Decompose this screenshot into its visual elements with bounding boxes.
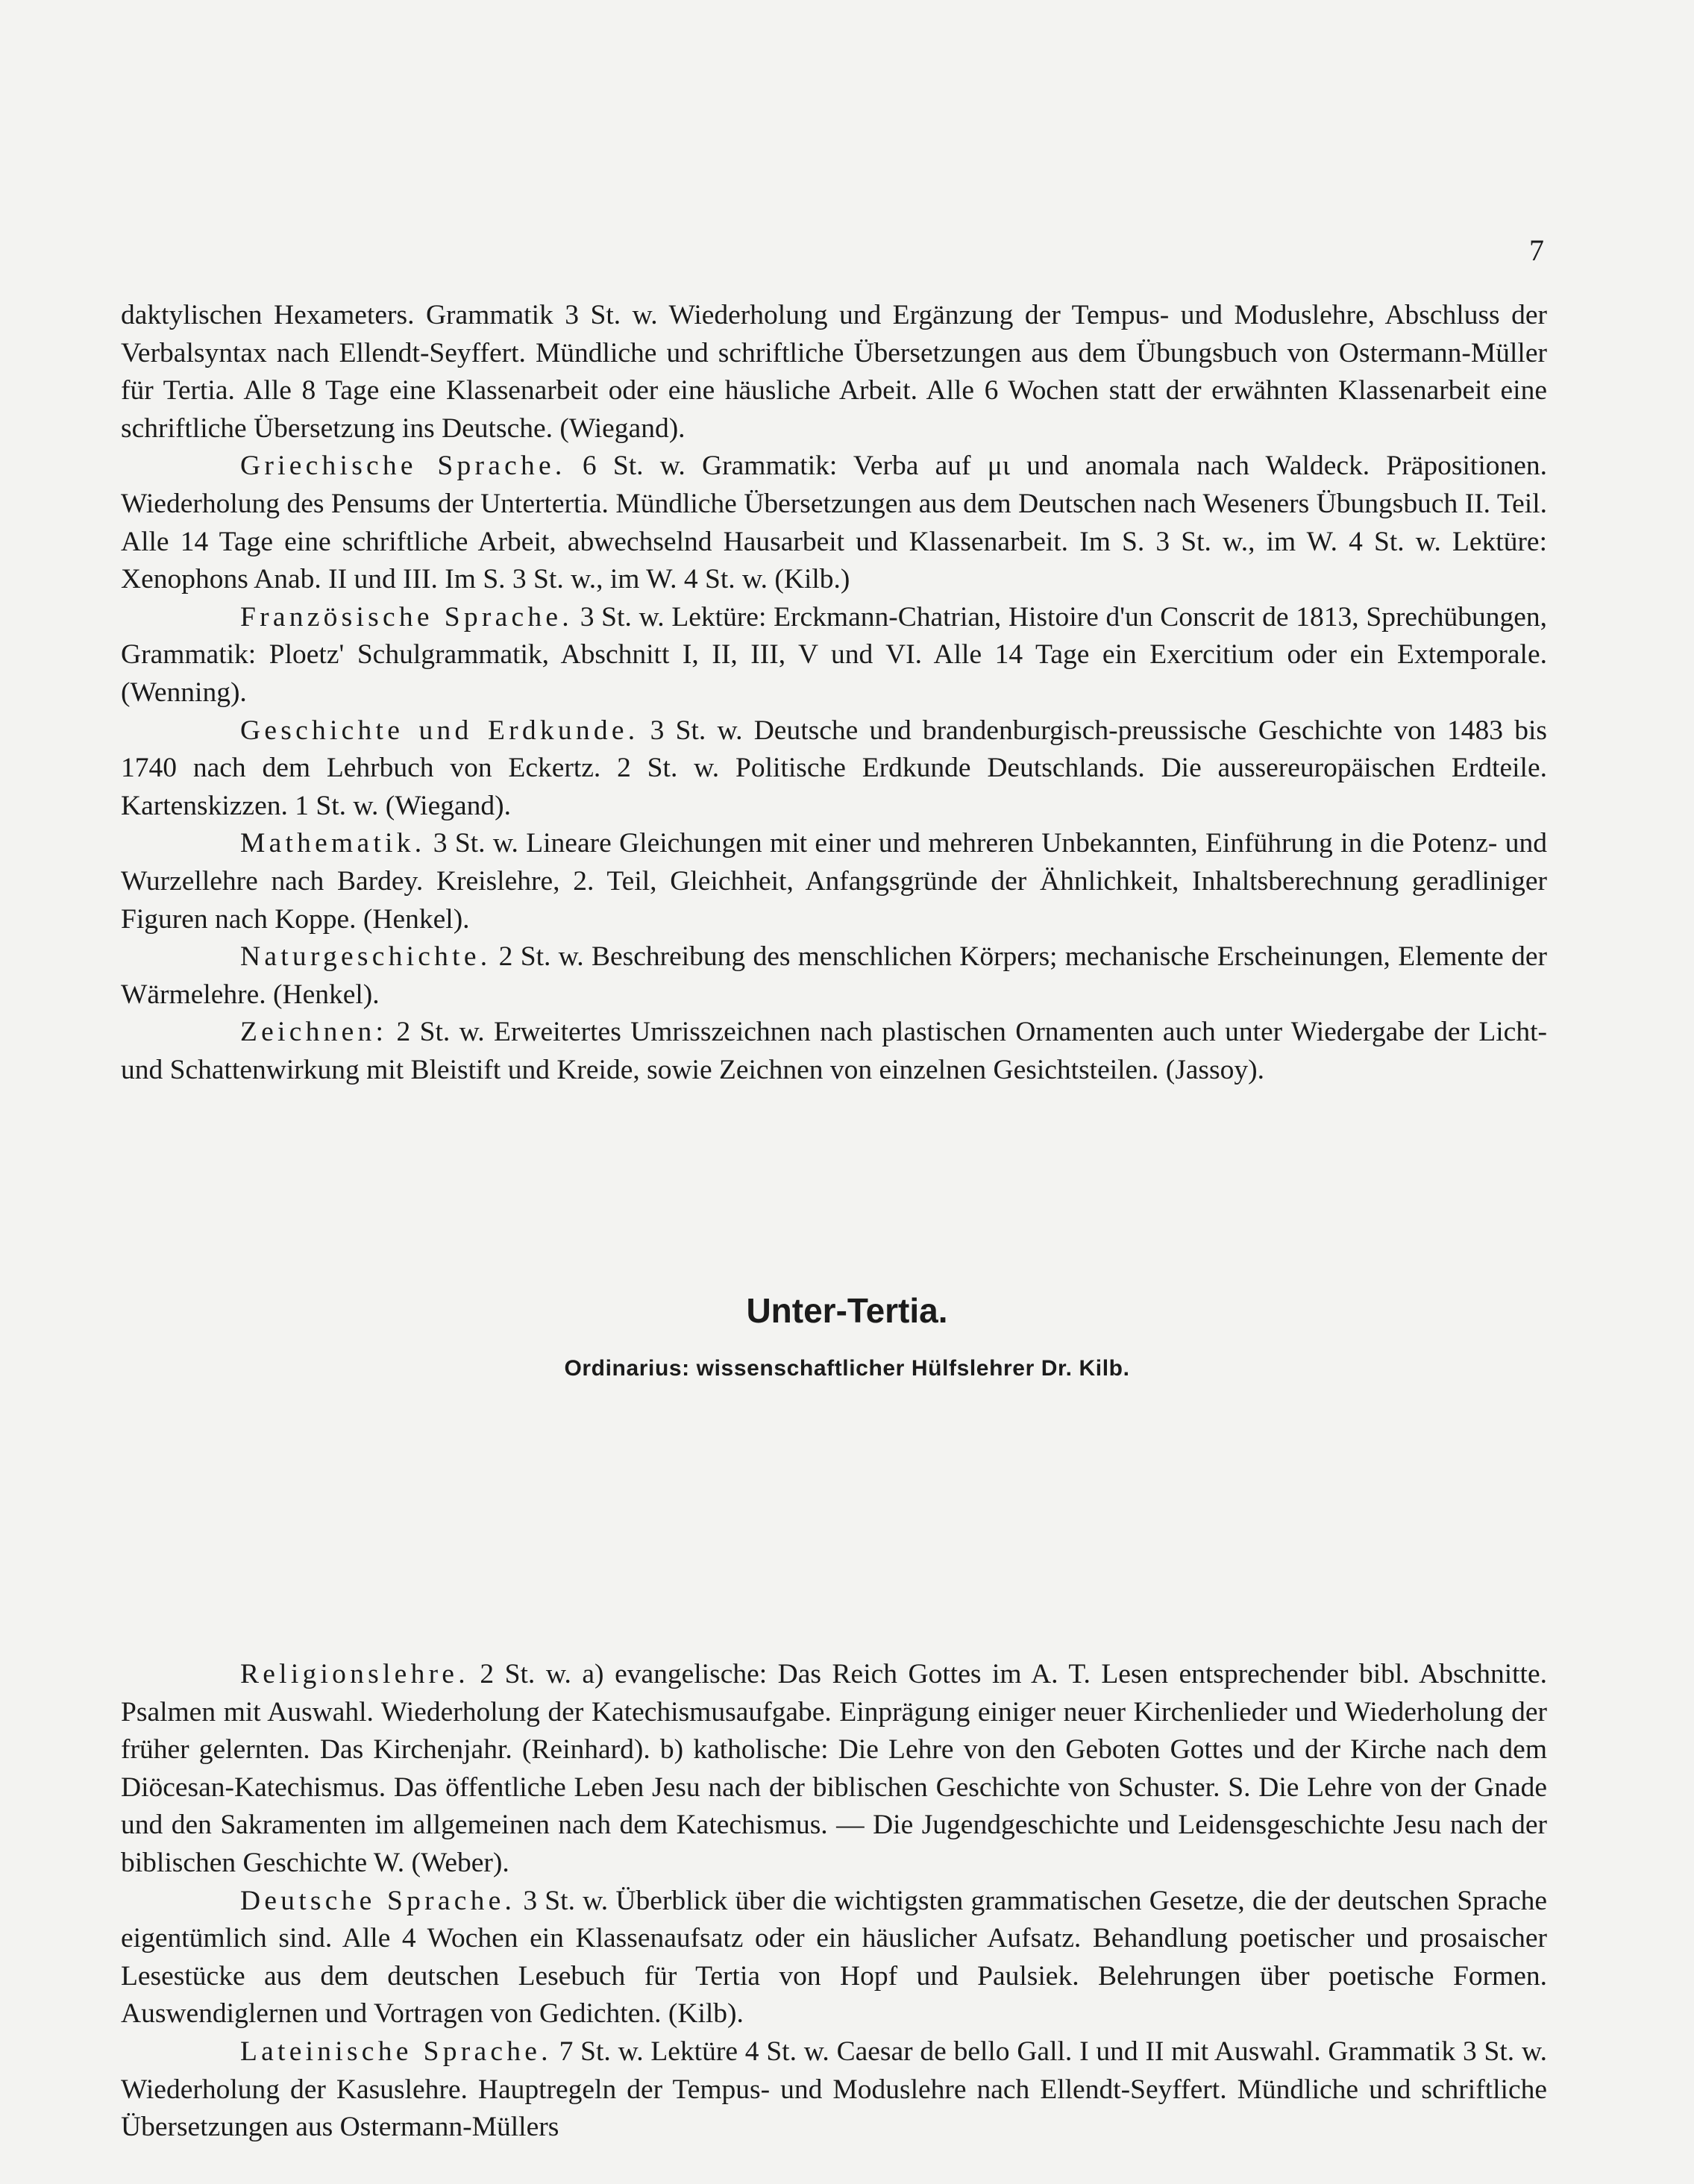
subject-title: Naturgeschichte.: [240, 941, 492, 973]
section-subheading: Ordinarius: wissenschaftlicher Hülfslehrer Dr. Kilb.: [564, 1356, 1130, 1381]
paragraph: [121, 1656, 1547, 1883]
paragraph-text: 3 St. w. Deutsche und brandenburgisch-preussische Geschichte von 1483 bis 1740 nach dem Lehrbuch von Eckertz. 2 St. w. Politische Erdkunde Deutschlands. Die aussereuropäischen Erdteile. Kartenskizzen. 1 St. w. (Wiegand).: [121, 715, 1547, 821]
paragraph: [121, 1883, 1547, 2033]
subject-title: Deutsche Sprache.: [240, 1885, 516, 1916]
paragraph-text: 7 St. w. Lektüre 4 St. w. Caesar de bello Gall. I und II mit Auswahl. Grammatik 3 St. w. Wiederholung der Kasuslehre. Hauptregeln der Tempus- und Moduslehre nach Ellendt-Seyffert. Mündliche und schriftliche Übersetzungen aus Ostermann-Müllers: [121, 2036, 1547, 2143]
subject-title: Mathematik.: [240, 828, 426, 859]
paragraph-text: 2 St. w. a) evangelische: Das Reich Gottes im A. T. Lesen entsprechender bibl. Abschnitte. Psalmen mit Auswahl. Wiederholung der Katechismusaufgabe. Einprägung einiger neuer Kirchenlieder und Wiederholung der früher gelernten. Das Kirchenjahr. (Reinhard). b) katholische: Die Lehre von den Geboten Gottes und der Kirche nach dem Diöcesan-Katechismus. Das öffentliche Leben Jesu nach der biblischen Geschichte von Schuster. S. Die Lehre von der Gnade und den Sakramenten im allgemeinen nach dem Katechismus. — Die Jugendgeschichte und Leidensgeschichte Jesu nach der biblischen Geschichte W. (Weber).: [121, 1659, 1547, 1878]
section-two-text: [121, 1656, 1547, 2147]
paragraph: [121, 2033, 1547, 2147]
section-one-text: [121, 297, 1547, 1089]
paragraph-text: 3 St. w. Lektüre: Erckmann-Chatrian, Histoire d'un Conscrit de 1813, Sprechübungen, Grammatik: Ploetz' Schulgrammatik, Abschnitt I, II, III, V und VI. Alle 14 Tage ein Exercitium oder ein Extemporale. (Wenning).: [121, 601, 1547, 708]
paragraph: [121, 825, 1547, 938]
paragraph-text: 2 St. w. Beschreibung des menschlichen Körpers; mechanische Erscheinungen, Elemente der Wärmelehre. (Henkel).: [121, 941, 1548, 1010]
paragraph-text: 2 St. w. Erweitertes Umrisszeichnen nach plastischen Ornamenten auch unter Wiedergabe der Licht- und Schattenwirkung mit Bleistift und Kreide, sowie Zeichnen von einzelnen Gesichtsteilen. (Jassoy).: [121, 1017, 1547, 1085]
subject-title: Griechische Sprache.: [240, 451, 566, 482]
subject-title: Religionslehre.: [240, 1659, 469, 1689]
subject-title: Französische Sprache.: [240, 601, 573, 633]
paragraph: [121, 297, 1547, 448]
subject-title: Geschichte und Erdkunde.: [240, 715, 639, 746]
page-number: 7: [1529, 233, 1544, 267]
paragraph-text: 3 St. w. Lineare Gleichungen mit einer und mehreren Unbekannten, Einführung in die Potenz- und Wurzellehre nach Bardey. Kreislehre, 2. Teil, Gleichheit, Anfangsgründe der Ähnlichkeit, Inhaltsberechnung geradliniger Figuren nach Koppe. (Henkel).: [121, 828, 1548, 935]
paragraph-text: daktylischen Hexameters. Grammatik 3 St. w. Wiederholung und Ergänzung der Tempus- und Moduslehre, Abschluss der Verbalsyntax nach Ellendt-Seyffert. Mündliche und schriftliche Übersetzungen aus dem Übungsbuch von Ostermann-Müller für Tertia. Alle 8 Tage eine Klassenarbeit oder eine häusliche Arbeit. Alle 6 Wochen statt der erwähnten Klassenarbeit eine schriftliche Übersetzung ins Deutsche. (Wiegand).: [121, 300, 1547, 444]
paragraph: [121, 1014, 1547, 1089]
paragraph: [121, 599, 1547, 712]
paragraph: [121, 712, 1547, 826]
section-heading: Unter-Tertia.: [746, 1291, 948, 1330]
paragraph: [121, 448, 1547, 598]
subject-title: Zeichnen:: [240, 1017, 388, 1048]
paragraph: [121, 938, 1547, 1014]
paragraph-text: 3 St. w. Überblick über die wichtigsten grammatischen Gesetze, die der deutschen Sprache eigentümlich sind. Alle 4 Wochen ein Klassenaufsatz oder ein häuslicher Aufsatz. Behandlung poetischer und prosaischer Lesestücke aus dem deutschen Lesebuch für Tertia von Hopf und Paulsiek. Belehrungen über poetische Formen. Auswendiglernen und Vortragen von Gedichten. (Kilb).: [121, 1885, 1547, 2030]
paragraph-text: 6 St. w. Grammatik: Verba auf μι und anomala nach Waldeck. Präpositionen. Wiederholung des Pensums der Untertertia. Mündliche Übersetzungen aus dem Deutschen nach Weseners Übungsbuch II. Teil. Alle 14 Tage eine schriftliche Arbeit, abwechselnd Hausarbeit und Klassenarbeit. Im S. 3 St. w., im W. 4 St. w. Lektüre: Xenophons Anab. II und III. Im S. 3 St. w., im W. 4 St. w. (Kilb.): [121, 451, 1548, 595]
subject-title: Lateinische Sprache.: [240, 2036, 552, 2067]
